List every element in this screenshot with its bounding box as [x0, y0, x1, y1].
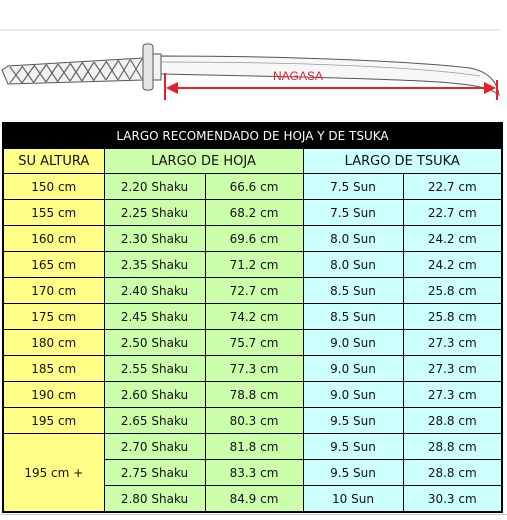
table-row [3, 174, 502, 200]
table-row [3, 304, 502, 330]
tsuka-handle [2, 58, 143, 84]
table-row [3, 200, 502, 226]
tsuka-cm-cell: 22.7 cm [403, 200, 502, 226]
tsuka-sun-cell: 8.0 Sun [303, 252, 403, 278]
table-row [3, 252, 502, 278]
blade-cm-cell: 81.8 cm [205, 434, 303, 460]
blade-shaku-cell: 2.65 Shaku [104, 408, 205, 434]
blade-cm-cell: 75.7 cm [205, 330, 303, 356]
tsuba-guard [143, 44, 161, 90]
blade-shaku-cell: 2.55 Shaku [104, 356, 205, 382]
tsuka-cm-cell: 22.7 cm [403, 174, 502, 200]
tsuka-cm-cell: 28.8 cm [403, 434, 502, 460]
height-cell: 190 cm [3, 382, 104, 408]
height-cell: 165 cm [3, 252, 104, 278]
tsuka-sun-cell: 9.0 Sun [303, 356, 403, 382]
blade-shaku-cell: 2.30 Shaku [104, 226, 205, 252]
tsuka-cm-cell: 28.8 cm [403, 408, 502, 434]
blade-shaku-cell: 2.50 Shaku [104, 330, 205, 356]
blade-shaku-cell: 2.40 Shaku [104, 278, 205, 304]
height-cell: 175 cm [3, 304, 104, 330]
blade-shaku-cell: 2.80 Shaku [104, 486, 205, 513]
tsuka-cm-cell: 28.8 cm [403, 460, 502, 486]
table-title: LARGO RECOMENDADO DE HOJA Y DE TSUKA [3, 123, 502, 149]
table-row [3, 356, 502, 382]
tsuka-sun-cell: 10 Sun [303, 486, 403, 513]
blade-cm-cell: 77.3 cm [205, 356, 303, 382]
height-cell: 160 cm [3, 226, 104, 252]
height-cell: 155 cm [3, 200, 104, 226]
table-row [3, 330, 502, 356]
tsuka-sun-cell: 9.5 Sun [303, 434, 403, 460]
blade-cm-cell: 83.3 cm [205, 460, 303, 486]
blade-shaku-cell: 2.75 Shaku [104, 460, 205, 486]
table-row [3, 382, 502, 408]
height-group-cell: 195 cm + [3, 434, 104, 513]
blade-shaku-cell: 2.70 Shaku [104, 434, 205, 460]
tsuka-sun-cell: 9.0 Sun [303, 382, 403, 408]
height-cell: 170 cm [3, 278, 104, 304]
tsuka-sun-cell: 9.0 Sun [303, 330, 403, 356]
blade-cm-cell: 68.2 cm [205, 200, 303, 226]
tsuka-sun-cell: 8.0 Sun [303, 226, 403, 252]
table-row [3, 226, 502, 252]
tsuka-cm-cell: 27.3 cm [403, 330, 502, 356]
tsuka-sun-cell: 7.5 Sun [303, 200, 403, 226]
tsuka-sun-cell: 8.5 Sun [303, 304, 403, 330]
blade-shaku-cell: 2.35 Shaku [104, 252, 205, 278]
height-cell: 185 cm [3, 356, 104, 382]
tsuka-sun-cell: 9.5 Sun [303, 460, 403, 486]
header-largo-de-tsuka: LARGO DE TSUKA [303, 149, 502, 174]
blade-cm-cell: 69.6 cm [205, 226, 303, 252]
tsuka-cm-cell: 24.2 cm [403, 226, 502, 252]
tsuka-sun-cell: 9.5 Sun [303, 408, 403, 434]
header-largo-de-hoja: LARGO DE HOJA [104, 149, 303, 174]
bottom-divider [0, 514, 507, 515]
tsuka-sun-cell: 8.5 Sun [303, 278, 403, 304]
tsuka-cm-cell: 25.8 cm [403, 304, 502, 330]
blade-cm-cell: 80.3 cm [205, 408, 303, 434]
table-row [3, 434, 502, 460]
tsuka-cm-cell: 25.8 cm [403, 278, 502, 304]
blade-cm-cell: 84.9 cm [205, 486, 303, 513]
blade-cm-cell: 78.8 cm [205, 382, 303, 408]
tsuka-cm-cell: 24.2 cm [403, 252, 502, 278]
height-cell: 180 cm [3, 330, 104, 356]
blade-shaku-cell: 2.20 Shaku [104, 174, 205, 200]
blade-shaku-cell: 2.25 Shaku [104, 200, 205, 226]
katana-diagram [0, 0, 507, 120]
table-row [3, 408, 502, 434]
recommended-length-table [2, 122, 503, 513]
height-cell: 150 cm [3, 174, 104, 200]
tsuka-cm-cell: 27.3 cm [403, 356, 502, 382]
blade-cm-cell: 66.6 cm [205, 174, 303, 200]
tsuka-cm-cell: 30.3 cm [403, 486, 502, 513]
tsuka-sun-cell: 7.5 Sun [303, 174, 403, 200]
blade-cm-cell: 71.2 cm [205, 252, 303, 278]
blade-shaku-cell: 2.45 Shaku [104, 304, 205, 330]
height-cell: 195 cm [3, 408, 104, 434]
tsuka-cm-cell: 27.3 cm [403, 382, 502, 408]
header-su-altura: SU ALTURA [3, 149, 104, 174]
table-row [3, 278, 502, 304]
blade-shaku-cell: 2.60 Shaku [104, 382, 205, 408]
blade-cm-cell: 74.2 cm [205, 304, 303, 330]
blade-cm-cell: 72.7 cm [205, 278, 303, 304]
nagasa-label: NAGASA [272, 69, 324, 83]
